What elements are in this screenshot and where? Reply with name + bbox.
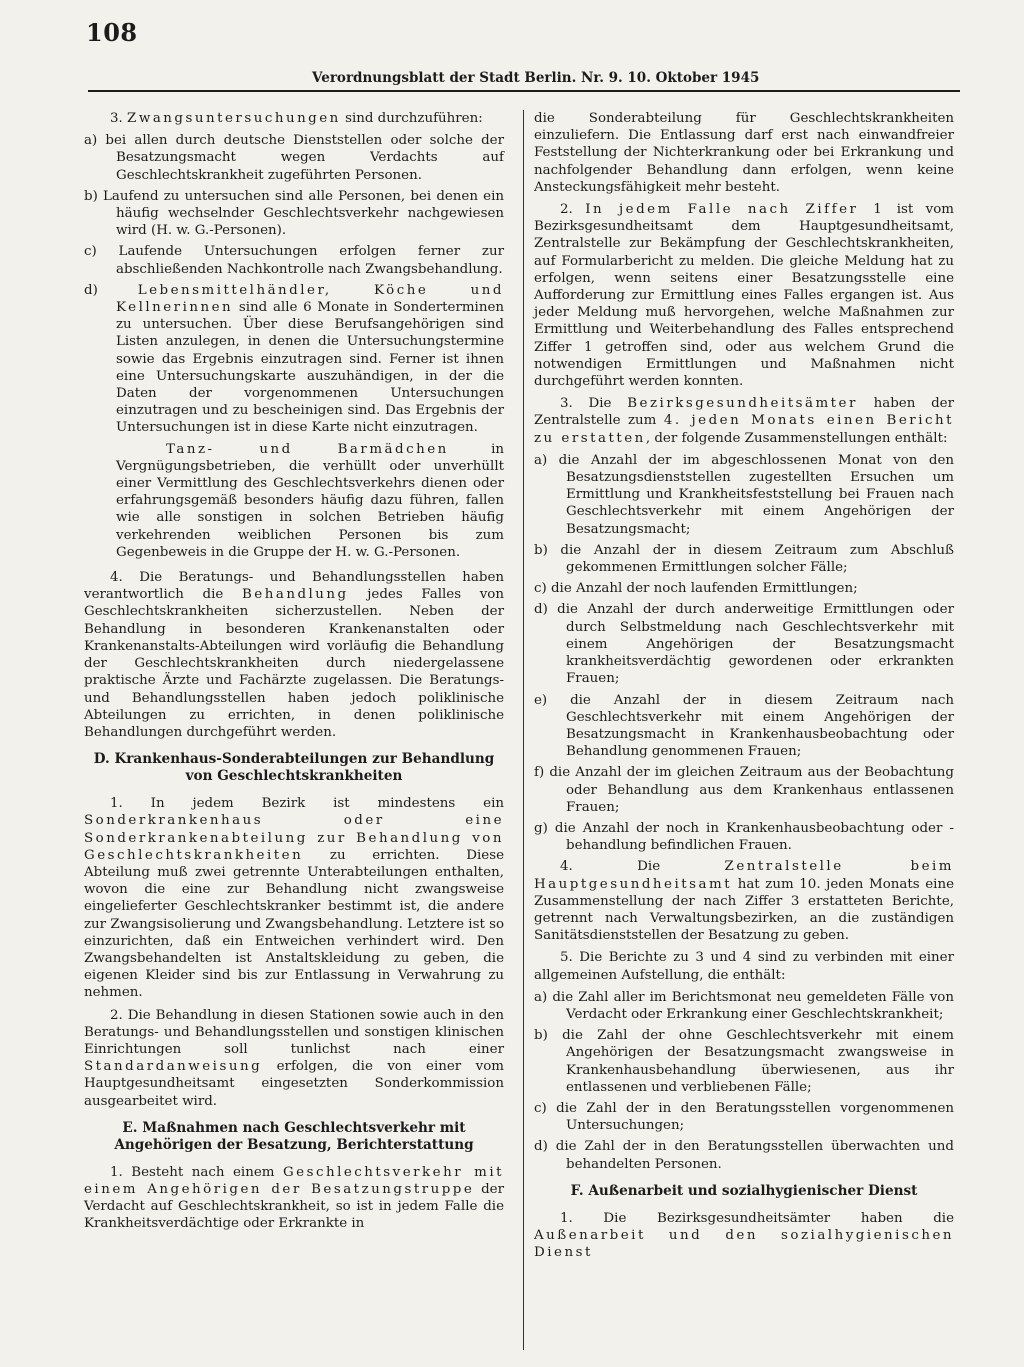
paragraph-e1: 1. Besteht nach einem Geschlechtsverkehr mit einem Angehörigen der Besatzungstruppe der Verdacht auf Geschlechtskrankheit, so ist in jedem Falle die Krankheitsverdächtige oder Erkrankte in: [84, 1164, 505, 1232]
list-item-d: d) Lebensmittelhändler, Köche und Kellnerinnen sind alle 6 Monate in Sonderterminen zu untersuchen. Über diese Berufsangehörigen sind Listen anzulegen, in denen die Untersuchungstermine sowie das Ergebnis einzutragen sind. Ferner ist ihnen eine Untersuchungskarte auszuhändigen, in der die Daten der vorgenommenen Untersuchungen einzutragen und zu bescheinigen sind. Das Ergebnis der Untersuchungen ist in diese Karte nicht einzutragen.: [84, 282, 504, 436]
section-heading-d: D. Krankenhaus-Sonderabteilungen zur Behandlung von Geschlechtskrankheiten: [93, 751, 495, 785]
list-item-5a: a) die Zahl aller im Berichtsmonat neu gemeldeten Fälle von Verdacht oder Erkrankung einer Geschlechtskrankheit;: [534, 989, 954, 1022]
section-heading-e: E. Maßnahmen nach Geschlechtsverkehr mit Angehörigen der Besatzung, Berichterstattung: [114, 1119, 474, 1153]
list-item-g-right: g) die Anzahl der noch in Krankenhausbeobachtung oder -behandlung befindlichen Frauen.: [534, 820, 954, 854]
paragraph-continued: die Sonderabteilung für Geschlechtskrankheiten einzuliefern. Die Entlassung darf erst nach einwandfreier Feststellung der Nichterkrankung oder bei Erkrankung und nachfolgender Behandlung dann erfolgen, wenn keine Ansteckungsfähigkeit mehr besteht.: [534, 111, 954, 195]
paragraph-4: 4. Die Beratungs- und Behandlungsstellen haben verantwortlich die Behandlung jedes Falles von Geschlechtskrankheiten sicherzustellen. Neben der Behandlung in besonderen Krankenanstalten oder Krankenanstalts-Abteilungen wird vorläufig die Behandlung der Geschlechtskrankheiten durch niedergelassene praktische Ärzte und Fachärzte zugelassen. Die Beratungs- und Behandlungsstellen haben jedoch poliklinische Abteilungen zu errichten, in denen poliklinische Behandlungen durchgeführt werden.: [84, 570, 504, 740]
paragraph-d1: 1. In jedem Bezirk ist mindestens ein Sonderkrankenhaus oder eine Sonderkrankenabteilung zur Behandlung von Geschlechtskrankheiten zu errichten. Diese Abteilung muß zwei getrennte Unterabteilungen enthalten, wovon die eine zur Behandlung nicht zwangsweise eingelieferter Geschlechtskranker bestimmt ist, die andere zur Zwangsisolierung und Zwangsbehandlung. Letztere ist so einzurichten, daß ein Entweichen verhindert wird. Den Zwangsbehandelten ist Anstaltskleidung zu geben, die eigenen Kleider sind bis zur Entlassung in Verwahrung zu nehmen.: [84, 796, 505, 1001]
paragraph-5-right: 5. Die Berichte zu 3 und 4 sind zu verbinden mit einer allgemeinen Aufstellung, die enthält:: [534, 950, 954, 983]
list-item-5b: b) die Zahl der ohne Geschlechtsverkehr mit einem Angehörigen der Besatzungsmacht zwangsweise in Krankenhausbehandlung überwiesenen, aus ihr entlassenen und verbliebenen Fälle;: [534, 1028, 954, 1095]
list-item-c-right: c) die Anzahl der noch laufenden Ermittlungen;: [534, 581, 858, 597]
paragraph-3-right: 3. Die Bezirksgesundheitsämter haben der Zentralstelle zum 4. jeden Monats einen Bericht zu erstatten, der folgende Zusammenstellungen enthält:: [534, 396, 954, 446]
left-column: [84, 110, 504, 1238]
list-item-b: b) Laufend zu untersuchen sind alle Personen, bei denen ein häufig wechselnder Geschlechtsverkehr nachgewiesen wird (H. w. G.-Personen).: [84, 188, 504, 239]
paragraph-f1: 1. Die Bezirksgesundheitsämter haben die Außenarbeit und den sozialhygienischen Dienst: [534, 1210, 954, 1261]
list-item-c: c) Laufende Untersuchungen erfolgen ferner zur abschließenden Nachkontrolle nach Zwangsbehandlung.: [84, 244, 504, 277]
list-item-b-right: b) die Anzahl der in diesem Zeitraum zum Abschluß gekommenen Ermittlungen solcher Fälle;: [534, 542, 954, 576]
right-column: [534, 110, 954, 1266]
section-heading-f: F. Außenarbeit und sozialhygienischer Dienst: [570, 1182, 918, 1199]
list-item-5d: d) die Zahl der in den Beratungsstellen überwachten und behandelten Personen.: [534, 1139, 954, 1172]
list-item-5c: c) die Zahl der in den Beratungsstellen vorgenommenen Untersuchungen;: [534, 1100, 954, 1134]
page-number: 108: [86, 18, 138, 47]
paragraph-2: 2. In jedem Falle nach Ziffer 1 ist vom Bezirksgesundheitsamt dem Hauptgesundheitsamt, Zentralstelle zur Bekämpfung der Geschlechtskrankheiten, auf Formularbericht zu melden. Die gleiche Meldung hat zu erfolgen, wenn seitens einer Besatzungsstelle eine Aufforderung zur Ermittlung eines Falles ergangen ist. Aus jeder Meldung muß hervorgehen, welche Maßnahmen zur Ermittlung und Weiterbehandlung des Falles entsprechend Ziffer 1 getroffen sind, oder aus welchem Grund die notwendigen Ermittlungen und Maßnahmen nicht durchgeführt werden konnten.: [534, 202, 954, 390]
paragraph-tanz: Tanz- und Barmädchen in Vergnügungsbetrieben, die verhüllt oder unverhüllt einer Vermittlung des Geschlechtsverkehrs dienen oder erfahrungsgemäß besonders häufig dazu führen, fallen wie alle sonstigen in solchen Betrieben häufig verkehrenden weiblichen Personen bis zum Gegenbeweis in die Gruppe der H. w. G.-Personen.: [116, 441, 505, 560]
paragraph-4-right: 4. Die Zentralstelle beim Hauptgesundheitsamt hat zum 10. jeden Monats eine Zusammenstellung der nach Ziffer 3 erstatteten Berichte, getrennt nach Verwaltungsbezirken, an die zuständigen Sanitätsdienststellen der Besatzung zu geben.: [534, 859, 954, 944]
running-head: Verordnungsblatt der Stadt Berlin. Nr. 9. 10. Oktober 1945: [312, 70, 760, 86]
list-item-a-right: a) die Anzahl der im abgeschlossenen Monat von den Besatzungsdienststellen zugestellten Ersuchen um Ermittlung und Krankheitsfeststellung bei Frauen nach Geschlechtsverkehr mit einem Angehörigen der Besatzungsmacht;: [534, 452, 954, 537]
column-divider: [523, 110, 524, 1350]
list-item-e-right: e) die Anzahl der in diesem Zeitraum nach Geschlechtsverkehr mit einem Angehörigen der Besatzungsmacht in Krankenhausbeobachtung oder Behandlung genommenen Frauen;: [534, 692, 954, 760]
list-item-d-right: d) die Anzahl der durch anderweitige Ermittlungen oder durch Selbstmeldung nach Geschlechtsverkehr mit einem Angehörigen der Besatzungsmacht krankheitsverdächtig gewordenen oder erkrankten Frauen;: [534, 602, 954, 687]
list-item-a: a) bei allen durch deutsche Dienststellen oder solche der Besatzungsmacht wegen Verdachts auf Geschlechtskrankheit zugeführten Personen.: [84, 133, 504, 183]
list-item-f-right: f) die Anzahl der im gleichen Zeitraum aus der Beobachtung oder Behandlung aus dem Krankenhaus entlassenen Frauen;: [534, 765, 954, 815]
paragraph-3: 3. Zwangsuntersuchungen sind durchzuführen:: [110, 111, 483, 126]
header-rule: [88, 90, 960, 92]
paragraph-d2: 2. Die Behandlung in diesen Stationen sowie auch in den Beratungs- und Behandlungsstellen und sonstigen klinischen Einrichtungen soll tunlichst nach einer Standardanweisung erfolgen, die von einer vom Hauptgesundheitsamt eingesetzten Sonderkommission ausgearbeitet wird.: [84, 1007, 504, 1109]
